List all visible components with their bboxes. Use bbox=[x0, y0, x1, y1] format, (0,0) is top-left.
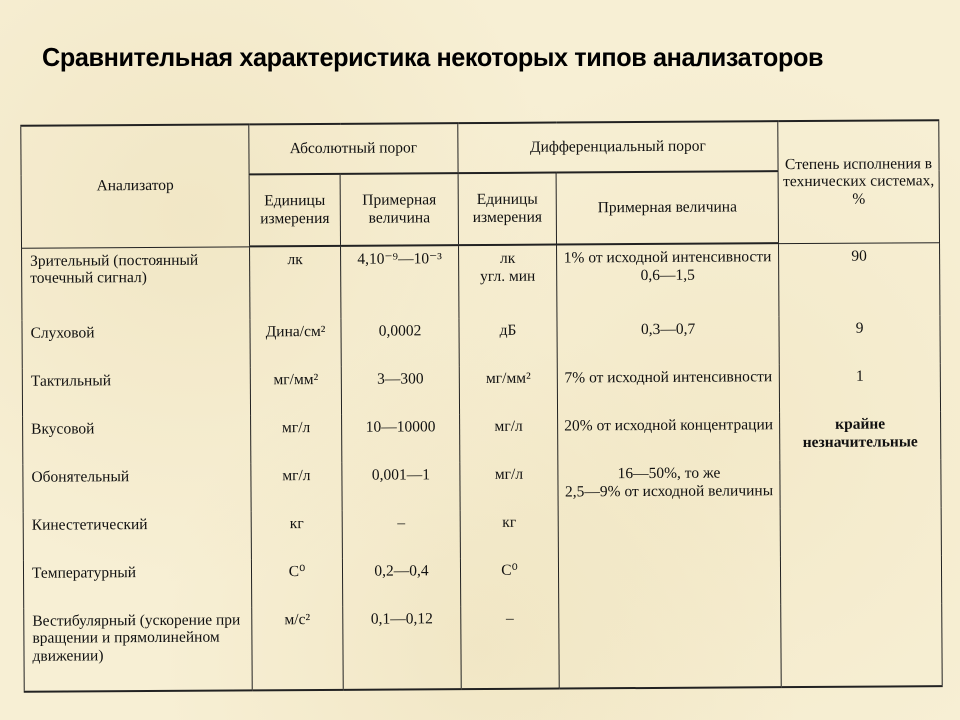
cell-tech-degree-text bbox=[780, 459, 940, 464]
cell-diff-value-text: 20% от исходной концентрации bbox=[564, 416, 774, 435]
cell-tech-degree bbox=[779, 315, 940, 364]
cell-diff-value bbox=[558, 412, 780, 461]
cell-diff-value-text: 1% от исходной интенсивности 0,6—1,5 bbox=[563, 248, 772, 284]
table-row bbox=[22, 363, 940, 417]
cell-tech-degree bbox=[780, 459, 941, 508]
cell-tech-degree bbox=[779, 242, 940, 316]
cell-tech-degree-text: 1 bbox=[855, 367, 864, 385]
cell-diff-units bbox=[459, 365, 557, 414]
cell-diff-units-text: дБ bbox=[499, 321, 517, 339]
cell-abs-units bbox=[250, 367, 341, 415]
cell-analyzer bbox=[23, 415, 251, 464]
header-approx-abs: Примерная величина bbox=[340, 173, 458, 246]
cell-tech-degree bbox=[780, 411, 941, 460]
cell-analyzer bbox=[23, 511, 251, 560]
cell-tech-degree bbox=[780, 555, 941, 604]
cell-abs-units-text: мг/л bbox=[282, 466, 311, 484]
cell-abs-value-text: 0,2—0,4 bbox=[374, 561, 429, 580]
header-tech-degree: Степень исполнения в технических системах, % bbox=[778, 120, 940, 243]
cell-abs-value bbox=[342, 414, 460, 463]
cell-abs-units-text: м/с² bbox=[284, 610, 311, 628]
cell-abs-value bbox=[342, 510, 460, 559]
cell-tech-degree-text: 9 bbox=[855, 319, 864, 337]
cell-diff-units bbox=[459, 317, 557, 366]
cell-diff-units bbox=[460, 557, 558, 606]
cell-tech-degree-text bbox=[781, 507, 941, 512]
cell-diff-value-text: 7% от исходной интенсивности bbox=[564, 368, 773, 387]
cell-tech-degree-text bbox=[781, 555, 941, 560]
cell-analyzer-text: Кинестетический bbox=[31, 515, 148, 534]
cell-abs-units bbox=[251, 558, 342, 606]
table-row bbox=[23, 507, 941, 561]
header-differential-threshold: Дифференциальный порог bbox=[458, 121, 778, 173]
cell-diff-value-text bbox=[559, 604, 780, 609]
cell-abs-units bbox=[250, 246, 341, 320]
cell-abs-units-text: кг bbox=[289, 514, 304, 532]
cell-diff-value bbox=[558, 556, 780, 605]
cell-abs-value bbox=[341, 318, 459, 367]
cell-abs-value-text: 0,001—1 bbox=[371, 466, 431, 484]
table-body bbox=[22, 242, 943, 692]
cell-abs-units-text: мг/мм² bbox=[273, 370, 319, 389]
cell-analyzer bbox=[23, 463, 251, 512]
cell-diff-units bbox=[460, 509, 558, 558]
cell-abs-value bbox=[342, 558, 460, 607]
cell-tech-degree-text: 90 bbox=[851, 247, 867, 265]
cell-diff-value bbox=[559, 604, 782, 689]
cell-analyzer bbox=[23, 559, 251, 608]
table-row bbox=[22, 242, 940, 321]
table-row bbox=[22, 315, 940, 369]
cell-abs-units bbox=[251, 415, 342, 463]
cell-tech-degree bbox=[780, 507, 941, 556]
cell-diff-value-text: 0,3—0,7 bbox=[640, 320, 696, 338]
cell-abs-value bbox=[341, 366, 459, 415]
cell-analyzer-text: Зрительный (постоянный точечный сигнал) bbox=[30, 251, 199, 288]
cell-diff-value-text: 16—50%, то же 2,5—9% от исходной величины bbox=[564, 464, 774, 501]
cell-abs-value-text: 4,10⁻⁹—10⁻³ bbox=[357, 250, 442, 268]
cell-abs-value bbox=[343, 606, 462, 690]
table-row bbox=[23, 459, 941, 513]
cell-diff-units bbox=[459, 245, 557, 319]
cell-analyzer-text: Вкусовой bbox=[31, 420, 95, 438]
cell-tech-degree-text: крайне незначительные bbox=[802, 415, 918, 451]
cell-abs-units-text: Дина/см² bbox=[265, 322, 326, 341]
cell-diff-value-text bbox=[559, 556, 780, 561]
header-approx-diff: Примерная величина bbox=[556, 171, 778, 244]
cell-diff-units-text: кг bbox=[502, 513, 517, 531]
cell-diff-value bbox=[557, 243, 779, 317]
cell-diff-units-text: мг/л bbox=[494, 417, 523, 435]
cell-abs-value-text: 0,0002 bbox=[378, 322, 422, 340]
cell-analyzer bbox=[22, 367, 250, 416]
cell-abs-units-text: мг/л bbox=[281, 418, 311, 437]
cell-analyzer-text: Температурный bbox=[31, 563, 137, 582]
header-absolute-threshold: Абсолютный порог bbox=[249, 123, 458, 174]
cell-analyzer-text: Обонятельный bbox=[31, 467, 130, 486]
cell-abs-value-text: 3—300 bbox=[377, 370, 424, 388]
table-row bbox=[23, 555, 941, 609]
cell-diff-value bbox=[558, 508, 780, 557]
cell-analyzer-text: Слуховой bbox=[30, 324, 95, 342]
cell-tech-degree bbox=[779, 363, 940, 412]
cell-diff-value bbox=[558, 460, 780, 509]
cell-tech-degree bbox=[781, 603, 943, 687]
table bbox=[20, 119, 942, 693]
cell-diff-value bbox=[557, 316, 779, 365]
cell-diff-units-text: лк угл. мин bbox=[480, 249, 536, 285]
cell-diff-units-text: мг/л bbox=[494, 465, 524, 483]
cell-analyzer bbox=[24, 607, 253, 692]
cell-analyzer-text: Тактильный bbox=[30, 372, 112, 390]
cell-abs-units bbox=[251, 511, 342, 559]
cell-abs-units bbox=[250, 319, 341, 367]
cell-abs-units bbox=[251, 463, 342, 511]
cell-abs-units-text: лк bbox=[287, 251, 303, 269]
cell-analyzer bbox=[22, 319, 250, 368]
cell-abs-units-text: C⁰ bbox=[288, 562, 306, 580]
cell-analyzer bbox=[22, 246, 250, 320]
cell-abs-value bbox=[342, 462, 460, 511]
cell-diff-units bbox=[460, 461, 558, 510]
cell-diff-units-text: – bbox=[505, 609, 514, 627]
cell-abs-value bbox=[341, 245, 459, 319]
analyzer-comparison-table bbox=[20, 119, 941, 693]
cell-analyzer-text: Вестибулярный (ускорение при вращении и прямолинейном движении) bbox=[32, 611, 241, 665]
header-analyzer: Анализатор bbox=[21, 124, 250, 247]
page-title: Сравнительная характеристика некоторых типов анализаторов bbox=[42, 42, 824, 72]
header-units-diff: Единицы измерения bbox=[458, 173, 556, 246]
cell-abs-units bbox=[252, 606, 344, 690]
cell-diff-value-text bbox=[559, 508, 780, 513]
cell-diff-units-text: C⁰ bbox=[501, 561, 518, 579]
cell-abs-value-text: 10—10000 bbox=[365, 418, 436, 436]
cell-abs-value-text: – bbox=[397, 514, 406, 532]
cell-diff-units bbox=[460, 413, 558, 462]
cell-diff-value bbox=[557, 364, 779, 413]
cell-abs-value-text: 0,1—0,12 bbox=[370, 609, 433, 628]
cell-diff-units-text: мг/мм² bbox=[485, 369, 531, 387]
cell-tech-degree-text bbox=[781, 603, 941, 608]
cell-diff-units bbox=[461, 605, 560, 689]
table-row bbox=[24, 603, 943, 692]
header-units-abs: Единицы измерения bbox=[249, 174, 340, 247]
table-row bbox=[23, 411, 941, 465]
